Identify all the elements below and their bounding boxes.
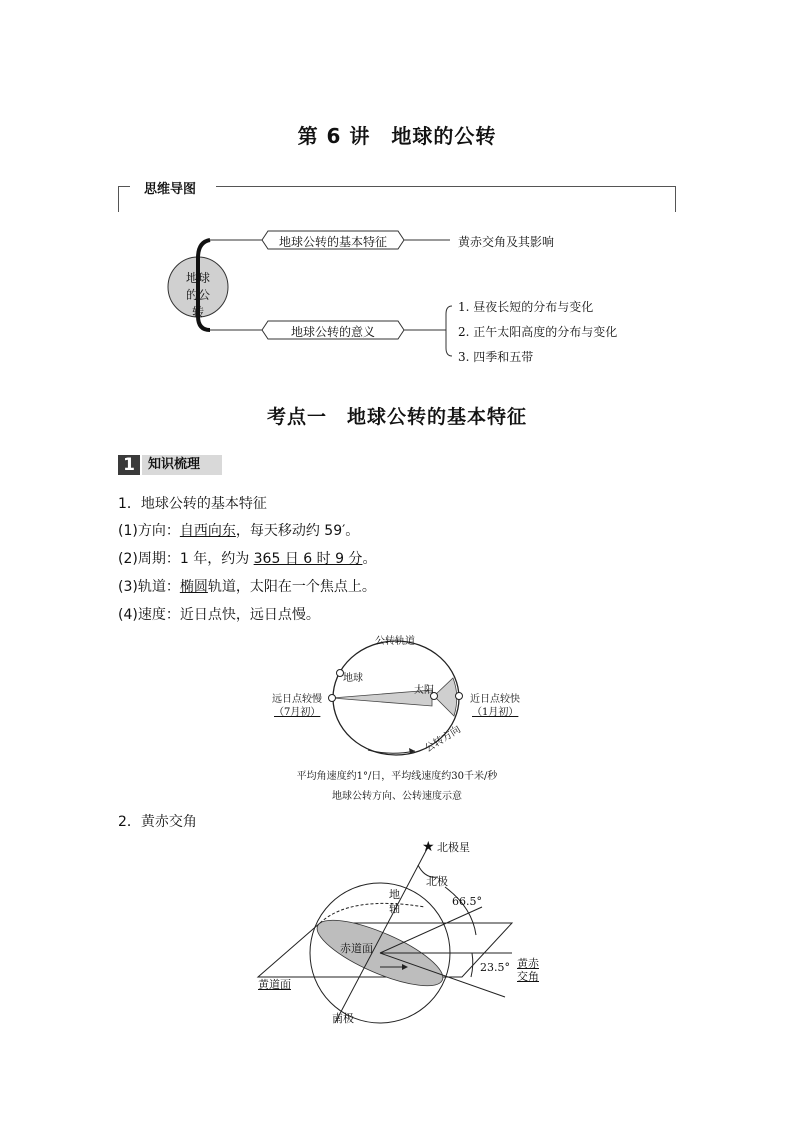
orbit-label: 公转轨道 — [375, 636, 415, 647]
direction-label: 公转方向 — [423, 724, 463, 755]
paragraph-period: (2)周期：1 年，约为 365 日 6 时 9 分。 — [118, 551, 377, 567]
equator-plane-label: 赤道面 — [340, 942, 373, 955]
perihelion-time: （1月初） — [472, 707, 519, 718]
figure1-caption-1: 平均角速度约1°/日，平均线速度约30千米/秒 — [296, 771, 498, 782]
paragraph-speed: (4)速度：近日点快，远日点慢。 — [118, 607, 320, 623]
section-title: 考点一 地球公转的基本特征 — [266, 406, 527, 428]
angle-66-label: 66.5° — [452, 895, 482, 908]
mindmap-branch1: 地球公转的基本特征 — [278, 235, 387, 249]
aphelion-time: （7月初） — [274, 707, 321, 718]
heading-2: 2．黄赤交角 — [118, 814, 197, 830]
badge-number: 1 — [118, 455, 140, 475]
mindmap-leaf: 1. 昼夜长短的分布与变化 — [458, 300, 594, 314]
mindmap-center-text: 地球 的公转 — [185, 271, 210, 319]
mindmap-leaf: 3. 四季和五带 — [458, 350, 534, 364]
south-pole-label: 南极 — [332, 1012, 354, 1025]
perihelion-label: 近日点较快 — [470, 694, 520, 705]
north-pole-label: 北极 — [426, 875, 448, 888]
axis-label: 地 轴 — [389, 888, 400, 915]
paragraph-orbit: (3)轨道：椭圆轨道，太阳在一个焦点上。 — [118, 579, 376, 595]
mindmap-branch2: 地球公转的意义 — [290, 325, 375, 339]
aphelion-label: 远日点较慢 — [272, 694, 322, 705]
obliquity-label: 黄赤 交角 — [517, 957, 539, 983]
figure1-caption-2: 地球公转方向、公转速度示意 — [332, 791, 462, 802]
badge-label: 知识梳理 — [142, 455, 222, 475]
polaris-label: 北极星 — [437, 841, 470, 854]
angle-23-label: 23.5° — [480, 961, 510, 974]
perihelion-marker — [456, 693, 463, 700]
mindmap-leaf: 2. 正午太阳高度的分布与变化 — [458, 325, 618, 339]
earth-label: 地球 — [343, 673, 363, 684]
page-title: 第 6 讲 地球的公转 — [297, 124, 497, 148]
heading-1: 1．地球公转的基本特征 — [118, 496, 267, 512]
obliquity-figure — [250, 835, 550, 1025]
mindmap-label: 思维导图 — [142, 178, 198, 197]
mindmap-leaf: 黄赤交角及其影响 — [458, 235, 555, 249]
ecliptic-plane-label: 黄道面 — [258, 978, 291, 991]
sun-label: 太阳 — [414, 685, 434, 696]
paragraph-direction: (1)方向：自西向东，每天移动约 59′。 — [118, 523, 360, 539]
aphelion-marker — [329, 695, 336, 702]
svg-text:★: ★ — [422, 839, 435, 855]
